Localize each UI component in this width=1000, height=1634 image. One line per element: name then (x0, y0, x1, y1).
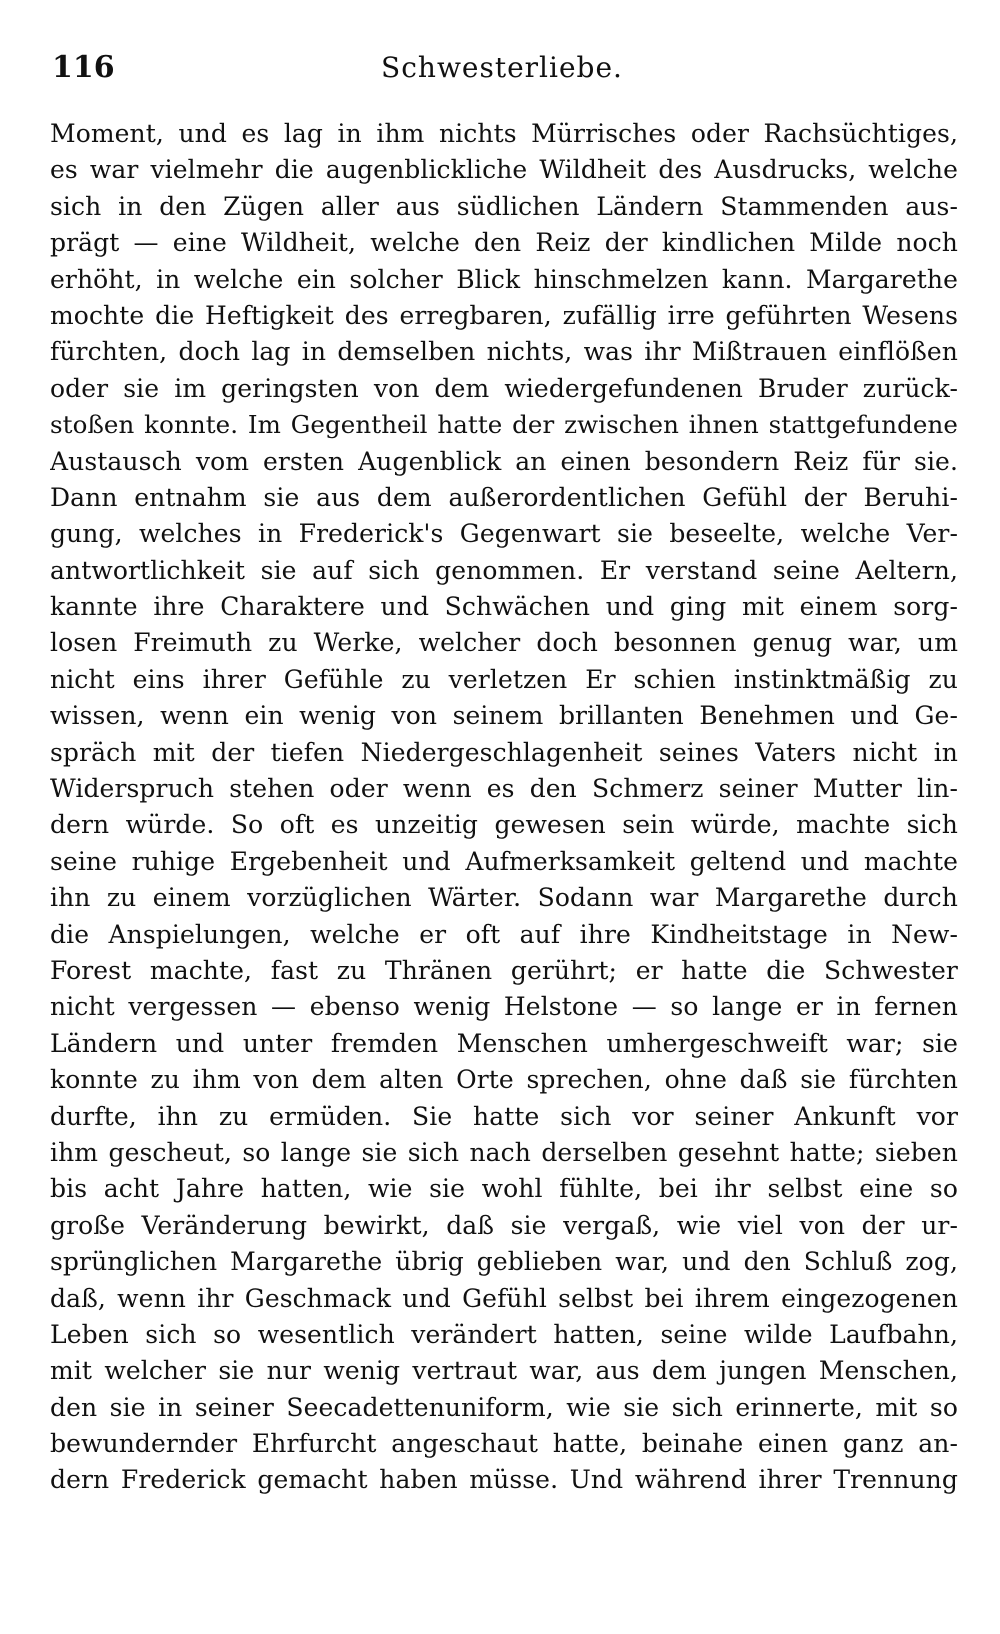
text-line: ihn zu einem vorzüglichen Wärter. Sodann war Margarethe durch (50, 883, 958, 913)
text-line: Leben sich so wesentlich verändert hatten, seine wilde Laufbahn, (50, 1319, 958, 1349)
text-line: dern würde. So oft es unzeitig gewesen sein würde, machte sich (50, 810, 958, 840)
text-line: spräch mit der tiefen Niedergeschlagenheit seines Vaters nicht in (50, 737, 958, 767)
text-line: gung, welches in Frederick's Gegenwart sie beseelte, welche Ver- (50, 519, 958, 549)
text-line: dern Frederick gemacht haben müsse. Und während ihrer Trennung (50, 1465, 958, 1495)
body-text (50, 116, 958, 1499)
text-line: bewundernder Ehrfurcht angeschaut hatte, beinahe einen ganz an- (50, 1429, 958, 1459)
running-title: Schwesterliebe. (381, 51, 623, 84)
text-line: sprünglichen Margarethe übrig geblieben war, und den Schluß zog, (50, 1247, 958, 1277)
text-line: sich in den Zügen aller aus südlichen Ländern Stammenden aus- (50, 191, 958, 221)
text-line: antwortlichkeit sie auf sich genommen. Er verstand seine Aeltern, (50, 555, 958, 585)
text-line: kannte ihre Charaktere und Schwächen und ging mit einem sorg- (50, 592, 958, 622)
text-line: die Anspielungen, welche er oft auf ihre Kindheitstage in New- (50, 919, 958, 949)
page-number: 116 (52, 50, 115, 85)
text-line: Widerspruch stehen oder wenn es den Schmerz seiner Mutter lin- (50, 774, 958, 804)
text-line: bis acht Jahre hatten, wie sie wohl fühlte, bei ihr selbst eine so (50, 1174, 958, 1204)
text-line: stoßen konnte. Im Gegentheil hatte der zwischen ihnen stattgefundene (50, 410, 958, 440)
text-line: konnte zu ihm von dem alten Orte sprechen, ohne daß sie fürchten (50, 1065, 958, 1095)
text-line: nicht vergessen — ebenso wenig Helstone — so lange er in fernen (50, 992, 958, 1022)
text-line: nicht eins ihrer Gefühle zu verletzen Er schien instinktmäßig zu (50, 664, 958, 694)
text-line: losen Freimuth zu Werke, welcher doch besonnen genug war, um (50, 628, 958, 658)
text-line: es war vielmehr die augenblickliche Wildheit des Ausdrucks, welche (50, 155, 958, 185)
text-line: oder sie im geringsten von dem wiedergefundenen Bruder zurück- (50, 373, 958, 403)
text-line: Moment, und es lag in ihm nichts Mürrisches oder Rachsüchtiges, (50, 119, 958, 148)
text-line: fürchten, doch lag in demselben nichts, was ihr Mißtrauen einflößen (50, 337, 958, 367)
page-header (52, 46, 952, 90)
text-line: Ländern und unter fremden Menschen umhergeschweift war; sie (50, 1028, 958, 1058)
text-line: Dann entnahm sie aus dem außerordentlichen Gefühl der Beruhi- (50, 482, 958, 512)
text-line: prägt — eine Wildheit, welche den Reiz der kindlichen Milde noch (50, 228, 958, 258)
text-line: ihm gescheut, so lange sie sich nach derselben gesehnt hatte; sieben (50, 1137, 958, 1167)
text-line: erhöht, in welche ein solcher Blick hinschmelzen kann. Margarethe (50, 264, 958, 294)
text-line: seine ruhige Ergebenheit und Aufmerksamkeit geltend und machte (50, 846, 958, 876)
text-line: den sie in seiner Seecadettenuniform, wie sie sich erinnerte, mit so (50, 1392, 958, 1422)
text-line: große Veränderung bewirkt, daß sie vergaß, wie viel von der ur- (50, 1210, 958, 1240)
text-line: Forest machte, fast zu Thränen gerührt; er hatte die Schwester (50, 955, 958, 985)
text-line: wissen, wenn ein wenig von seinem brillanten Benehmen und Ge- (50, 701, 958, 731)
text-line: Austausch vom ersten Augenblick an einen besondern Reiz für sie. (50, 446, 958, 476)
text-line: mit welcher sie nur wenig vertraut war, aus dem jungen Menschen, (50, 1356, 958, 1386)
text-line: daß, wenn ihr Geschmack und Gefühl selbst bei ihrem eingezogenen (50, 1283, 958, 1313)
text-line: durfte, ihn zu ermüden. Sie hatte sich vor seiner Ankunft vor (50, 1101, 958, 1131)
text-line: mochte die Heftigkeit des erregbaren, zufällig irre geführten Wesens (50, 300, 958, 330)
